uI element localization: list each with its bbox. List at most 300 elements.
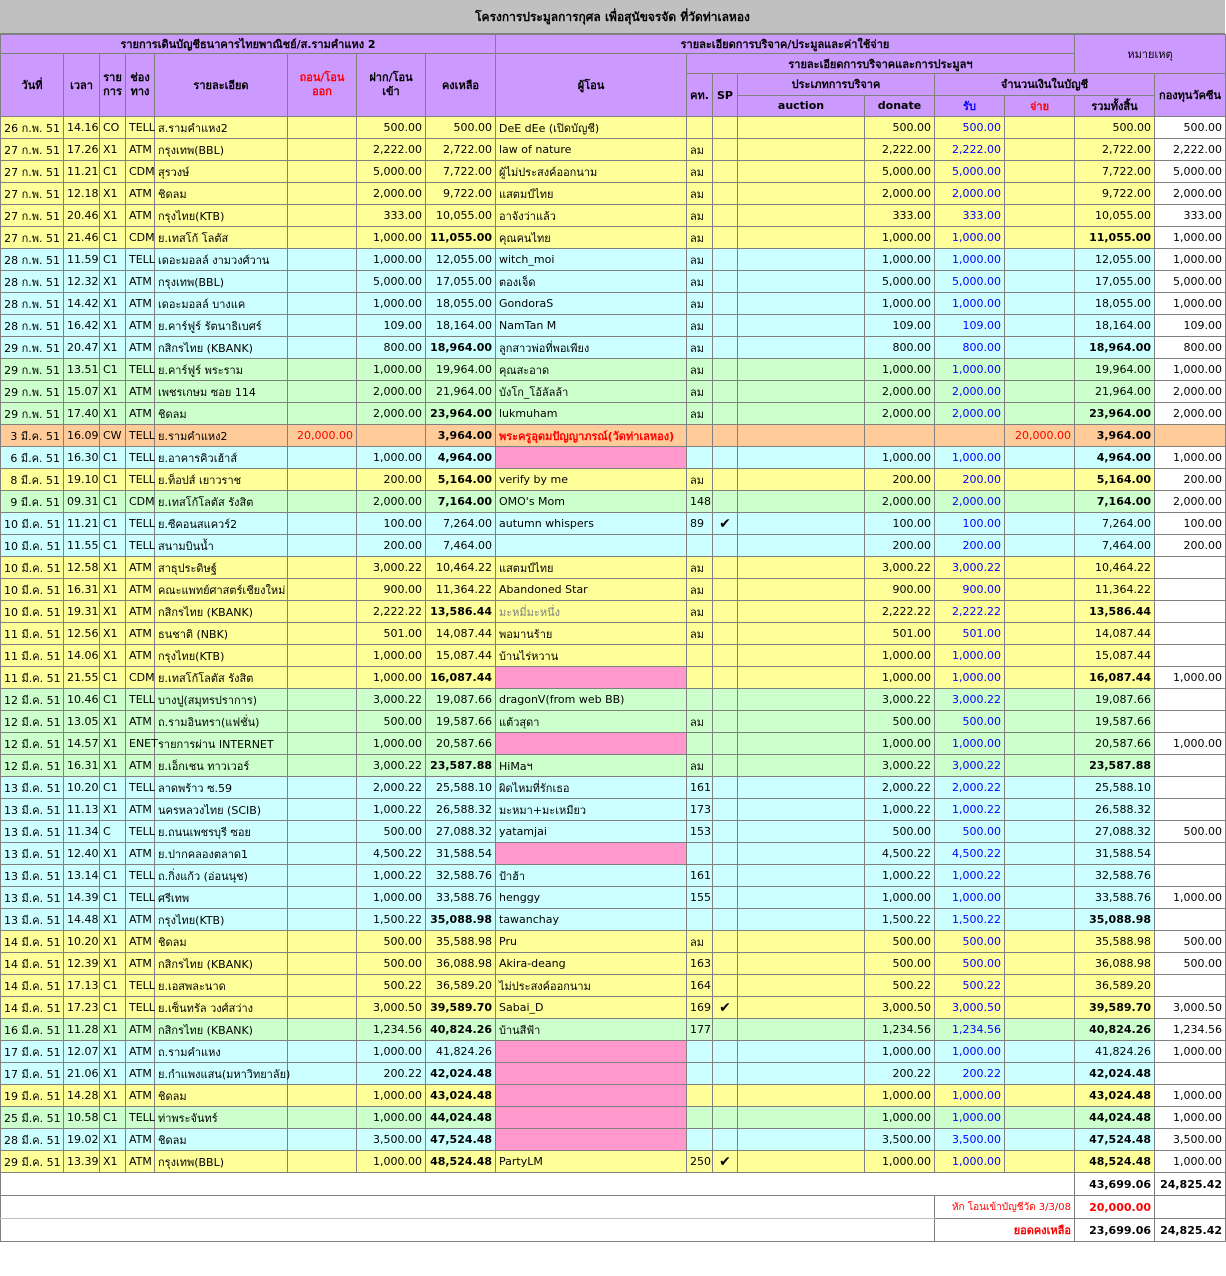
cell-type: X1 [100,799,126,821]
cell-kt [687,689,713,711]
cell-total: 13,586.44 [1075,601,1155,623]
cell-fund-vaccine [1155,711,1226,733]
table-row [1,1041,1226,1063]
cell-type: X1 [100,1063,126,1085]
cell-balance: 43,024.48 [426,1085,496,1107]
cell-desc: ถ.รามคำแหง [155,1041,288,1063]
cell-deposit: 1,000.00 [357,1151,426,1173]
cell-receive: 2,000.00 [935,403,1005,425]
cell-type: C1 [100,997,126,1019]
cell-type: C1 [100,777,126,799]
cell-type: X1 [100,205,126,227]
cell-total: 3,964.00 [1075,425,1155,447]
cell-kt: ลม [687,205,713,227]
cell-donate: 3,000.50 [865,997,935,1019]
cell-sender: lukmuham [496,403,687,425]
cell-date: 9 มี.ค. 51 [1,491,64,513]
cell-type: X1 [100,733,126,755]
cell-total: 2,722.00 [1075,139,1155,161]
cell-sp [713,1085,738,1107]
table-row [1,623,1226,645]
cell-time: 15.07 [64,381,100,403]
cell-pay [1005,227,1075,249]
cell-deposit: 2,000.00 [357,403,426,425]
cell-desc: ธนชาติ (NBK) [155,623,288,645]
cell-pay [1005,623,1075,645]
ledger-table [0,34,1226,1242]
cell-desc: ชิดลม [155,1129,288,1151]
cell-type: X1 [100,1085,126,1107]
cell-receive: 5,000.00 [935,271,1005,293]
cell-fund-vaccine: 1,000.00 [1155,1041,1226,1063]
cell-type: C1 [100,689,126,711]
cell-sender: Akira-deang [496,953,687,975]
cell-balance: 10,464.22 [426,557,496,579]
cell-date: 28 มี.ค. 51 [1,1129,64,1151]
cell-date: 13 มี.ค. 51 [1,777,64,799]
cell-desc: ย.รามคำแหง2 [155,425,288,447]
cell-channel: ATM [126,601,155,623]
cell-auction [738,535,865,557]
cell-donate: 2,000.00 [865,403,935,425]
cell-total: 10,055.00 [1075,205,1155,227]
cell-withdraw [288,799,357,821]
cell-total: 19,587.66 [1075,711,1155,733]
cell-date: 10 มี.ค. 51 [1,513,64,535]
cell-balance: 12,055.00 [426,249,496,271]
table-row [1,865,1226,887]
cell-deposit: 1,000.00 [357,1041,426,1063]
cell-kt: ลม [687,161,713,183]
cell-channel: ATM [126,1085,155,1107]
cell-time: 20.47 [64,337,100,359]
table-row [1,227,1226,249]
cell-receive: 1,000.00 [935,227,1005,249]
cell-sender: มะหมี่มะหนึ่ง [496,601,687,623]
cell-desc: ชิดลม [155,403,288,425]
cell-date: 27 ก.พ. 51 [1,183,64,205]
cell-balance: 18,964.00 [426,337,496,359]
cell-fund-vaccine: 800.00 [1155,337,1226,359]
cell-desc: ย.เทสโก้ โลตัส [155,227,288,249]
cell-sp [713,249,738,271]
cell-type: CO [100,117,126,139]
cell-sp [713,293,738,315]
cell-time: 14.16 [64,117,100,139]
cell-time: 14.28 [64,1085,100,1107]
cell-channel: TELL [126,887,155,909]
cell-total: 18,964.00 [1075,337,1155,359]
cell-kt: ลม [687,315,713,337]
cell-deposit: 500.22 [357,975,426,997]
cell-type: C1 [100,447,126,469]
cell-channel: TELL [126,865,155,887]
col-fund-vaccine-header: กองทุนวัคซีน [1155,74,1226,117]
cell-pay [1005,645,1075,667]
col-auction-header: auction [738,95,865,117]
cell-donate: 1,000.00 [865,447,935,469]
cell-time: 12.58 [64,557,100,579]
cell-fund-vaccine [1155,425,1226,447]
cell-donate: 3,000.22 [865,689,935,711]
cell-date: 10 มี.ค. 51 [1,579,64,601]
cell-withdraw [288,887,357,909]
cell-fund-vaccine [1155,623,1226,645]
cell-desc: บางปู(สมุทรปราการ) [155,689,288,711]
cell-desc: กสิกรไทย (KBANK) [155,601,288,623]
cell-deposit: 200.22 [357,1063,426,1085]
cell-donate: 200.22 [865,1063,935,1085]
cell-auction [738,139,865,161]
cell-receive: 1,000.00 [935,293,1005,315]
cell-kt: 153 [687,821,713,843]
cell-withdraw [288,535,357,557]
cell-kt [687,1107,713,1129]
cell-donate: 1,000.00 [865,293,935,315]
cell-kt [687,667,713,689]
cell-pay [1005,711,1075,733]
cell-auction [738,1107,865,1129]
cell-sender [496,1063,687,1085]
cell-type: X1 [100,645,126,667]
cell-total: 35,088.98 [1075,909,1155,931]
cell-time: 19.10 [64,469,100,491]
cell-donate: 1,000.00 [865,249,935,271]
cell-auction [738,1041,865,1063]
cell-receive: 2,000.00 [935,491,1005,513]
cell-sp [713,799,738,821]
cell-sp [713,711,738,733]
cell-withdraw [288,865,357,887]
cell-withdraw [288,557,357,579]
cell-balance: 35,588.98 [426,931,496,953]
cell-balance: 26,588.32 [426,799,496,821]
cell-kt [687,909,713,931]
cell-channel: CDM [126,491,155,513]
cell-deposit: 3,000.22 [357,557,426,579]
cell-auction [738,1063,865,1085]
cell-donate: 200.00 [865,469,935,491]
cell-sp [713,887,738,909]
summary-total-vaccine: 43,699.06 [1075,1173,1155,1196]
cell-balance: 40,824.26 [426,1019,496,1041]
cell-balance: 13,586.44 [426,601,496,623]
cell-date: 14 มี.ค. 51 [1,975,64,997]
col-pay-header: จ่าย [1005,95,1075,117]
table-row [1,425,1226,447]
cell-auction [738,843,865,865]
cell-sender: มะหมา+มะเหมียว [496,799,687,821]
cell-date: 13 มี.ค. 51 [1,887,64,909]
cell-fund-vaccine: 5,000.00 [1155,161,1226,183]
cell-sender: พอมานร้าย [496,623,687,645]
cell-channel: TELL [126,117,155,139]
cell-auction [738,755,865,777]
cell-time: 17.26 [64,139,100,161]
cell-time: 14.48 [64,909,100,931]
cell-deposit: 3,000.50 [357,997,426,1019]
cell-fund-vaccine: 1,000.00 [1155,1151,1226,1173]
cell-auction [738,403,865,425]
cell-auction [738,1019,865,1041]
cell-auction [738,953,865,975]
cell-channel: ATM [126,623,155,645]
cell-time: 14.57 [64,733,100,755]
table-row [1,777,1226,799]
cell-kt: 155 [687,887,713,909]
cell-desc: ชิดลม [155,931,288,953]
cell-pay [1005,931,1075,953]
cell-time: 21.06 [64,1063,100,1085]
cell-total: 48,524.48 [1075,1151,1155,1173]
cell-balance: 20,587.66 [426,733,496,755]
cell-fund-vaccine: 3,000.50 [1155,997,1226,1019]
col-sp-header: SP [713,74,738,117]
table-row [1,799,1226,821]
cell-time: 16.09 [64,425,100,447]
col-time-header: เวลา [64,54,100,117]
cell-kt: ลม [687,271,713,293]
cell-time: 10.58 [64,1107,100,1129]
cell-auction [738,249,865,271]
table-row [1,931,1226,953]
cell-desc: ย.ปากคลองตลาด1 [155,843,288,865]
cell-date: 10 มี.ค. 51 [1,557,64,579]
table-row [1,117,1226,139]
cell-fund-vaccine: 2,000.00 [1155,381,1226,403]
cell-sp [713,205,738,227]
cell-receive: 500.00 [935,711,1005,733]
cell-donate: 2,222.00 [865,139,935,161]
cell-total: 31,588.54 [1075,843,1155,865]
table-row [1,755,1226,777]
cell-date: 14 มี.ค. 51 [1,953,64,975]
cell-sender: บ้านไร่หวาน [496,645,687,667]
table-row [1,337,1226,359]
cell-sender: NamTan M [496,315,687,337]
cell-date: 17 มี.ค. 51 [1,1063,64,1085]
deduct-value-text: 20,000.00 [1089,1200,1151,1214]
cell-sp [713,667,738,689]
cell-kt [687,117,713,139]
cell-type: C1 [100,491,126,513]
cell-sender: HiMaฯ [496,755,687,777]
cell-pay [1005,975,1075,997]
cell-time: 14.39 [64,887,100,909]
cell-pay [1005,359,1075,381]
cell-type: X1 [100,623,126,645]
cell-sender: tawanchay [496,909,687,931]
cell-kt [687,1063,713,1085]
cell-desc: ย.ซีคอนสแควร์2 [155,513,288,535]
cell-sender: ลูกสาวพ่อที่พอเพียง [496,337,687,359]
cell-channel: ATM [126,381,155,403]
cell-auction [738,645,865,667]
cell-balance: 23,587.88 [426,755,496,777]
cell-type: X1 [100,271,126,293]
cell-auction [738,469,865,491]
cell-withdraw [288,623,357,645]
cell-balance: 17,055.00 [426,271,496,293]
cell-withdraw [288,1041,357,1063]
cell-pay [1005,997,1075,1019]
col-total-header: รวมทั้งสิ้น [1075,95,1155,117]
cell-kt: 89 [687,513,713,535]
cell-sp [713,359,738,381]
cell-total: 19,964.00 [1075,359,1155,381]
cell-donate: 1,000.00 [865,359,935,381]
cell-type: X1 [100,183,126,205]
cell-sp [713,1107,738,1129]
cell-total: 25,588.10 [1075,777,1155,799]
cell-desc: ถ.กิ่งแก้ว (อ่อนนุช) [155,865,288,887]
cell-total: 15,087.44 [1075,645,1155,667]
cell-withdraw [288,403,357,425]
cell-channel: TELL [126,425,155,447]
cell-sp [713,491,738,513]
cell-pay [1005,1107,1075,1129]
cell-type: C1 [100,359,126,381]
cell-time: 12.39 [64,953,100,975]
cell-withdraw: 20,000.00 [288,425,357,447]
cell-balance: 11,055.00 [426,227,496,249]
cell-time: 11.21 [64,513,100,535]
cell-sender: แสตมป์ไทย [496,183,687,205]
cell-withdraw [288,359,357,381]
cell-desc: ย.กำแพงแสน(มหาวิทยาลัย) [155,1063,288,1085]
cell-receive: 500.22 [935,975,1005,997]
cell-kt: ลม [687,403,713,425]
cell-receive: 500.00 [935,953,1005,975]
cell-sender: ป้าฮ้า [496,865,687,887]
cell-donate: 1,234.56 [865,1019,935,1041]
cell-withdraw [288,271,357,293]
cell-kt [687,447,713,469]
cell-pay [1005,205,1075,227]
ledger-body [1,117,1226,1173]
cell-receive: 3,000.50 [935,997,1005,1019]
cell-total: 23,964.00 [1075,403,1155,425]
cell-date: 28 ก.พ. 51 [1,271,64,293]
cell-sp [713,469,738,491]
cell-time: 16.31 [64,579,100,601]
cell-kt [687,1041,713,1063]
cell-fund-vaccine [1155,975,1226,997]
cell-donate: 1,000.00 [865,227,935,249]
col-donate-header: donate [865,95,935,117]
cell-deposit: 1,000.00 [357,293,426,315]
cell-kt [687,843,713,865]
cell-total: 20,587.66 [1075,733,1155,755]
table-row [1,535,1226,557]
cell-type: C1 [100,469,126,491]
table-row [1,953,1226,975]
cell-sender: GondoraS [496,293,687,315]
cell-withdraw [288,997,357,1019]
cell-withdraw [288,513,357,535]
cell-time: 12.07 [64,1041,100,1063]
cell-total: 16,087.44 [1075,667,1155,689]
cell-auction [738,1129,865,1151]
cell-deposit: 3,000.22 [357,689,426,711]
cell-total: 35,588.98 [1075,931,1155,953]
cell-auction [738,821,865,843]
cell-kt: 148 [687,491,713,513]
col-sender-header: ผู้โอน [496,54,687,117]
cell-donate: 1,000.00 [865,1041,935,1063]
cell-withdraw [288,579,357,601]
cell-channel: ENET [126,733,155,755]
cell-total: 7,264.00 [1075,513,1155,535]
cell-fund-vaccine: 2,000.00 [1155,183,1226,205]
cell-pay [1005,1129,1075,1151]
cell-balance: 31,588.54 [426,843,496,865]
cell-time: 16.42 [64,315,100,337]
cell-balance: 500.00 [426,117,496,139]
cell-withdraw [288,337,357,359]
cell-type: C1 [100,535,126,557]
cell-date: 3 มี.ค. 51 [1,425,64,447]
cell-pay [1005,557,1075,579]
cell-donate: 1,000.00 [865,1151,935,1173]
cell-date: 17 มี.ค. 51 [1,1041,64,1063]
table-row [1,711,1226,733]
cell-total: 19,087.66 [1075,689,1155,711]
cell-fund-vaccine: 5,000.00 [1155,271,1226,293]
cell-channel: CDM [126,667,155,689]
cell-kt: ลม [687,381,713,403]
cell-desc: ย.เซ็นทรัล วงศ์สว่าง [155,997,288,1019]
cell-sp [713,1129,738,1151]
cell-withdraw [288,315,357,337]
cell-desc: คณะแพทย์ศาสตร์เชียงใหม่ [155,579,288,601]
cell-channel: ATM [126,843,155,865]
cell-receive: 200.00 [935,469,1005,491]
cell-receive: 100.00 [935,513,1005,535]
cell-withdraw [288,139,357,161]
table-row [1,667,1226,689]
cell-receive: 1,000.00 [935,359,1005,381]
cell-sender [496,733,687,755]
cell-type: X1 [100,755,126,777]
cell-desc: สาธุประดิษฐ์ [155,557,288,579]
cell-sender [496,535,687,557]
cell-time: 12.32 [64,271,100,293]
table-row [1,975,1226,997]
cell-donate: 2,222.22 [865,601,935,623]
cell-time: 12.40 [64,843,100,865]
cell-type: C1 [100,1107,126,1129]
cell-balance: 47,524.48 [426,1129,496,1151]
cell-receive: 1,000.00 [935,1085,1005,1107]
cell-kt: ลม [687,579,713,601]
cell-receive: 1,234.56 [935,1019,1005,1041]
cell-desc: ย.อาคารคิวเฮ้าส์ [155,447,288,469]
cell-deposit: 1,000.00 [357,733,426,755]
table-row [1,601,1226,623]
table-row [1,1063,1226,1085]
table-row [1,359,1226,381]
cell-channel: ATM [126,183,155,205]
cell-withdraw [288,821,357,843]
cell-auction [738,117,865,139]
cell-sp [713,557,738,579]
cell-donate [865,425,935,447]
cell-type: X1 [100,315,126,337]
cell-channel: ATM [126,1129,155,1151]
cell-auction [738,997,865,1019]
cell-date: 11 มี.ค. 51 [1,645,64,667]
